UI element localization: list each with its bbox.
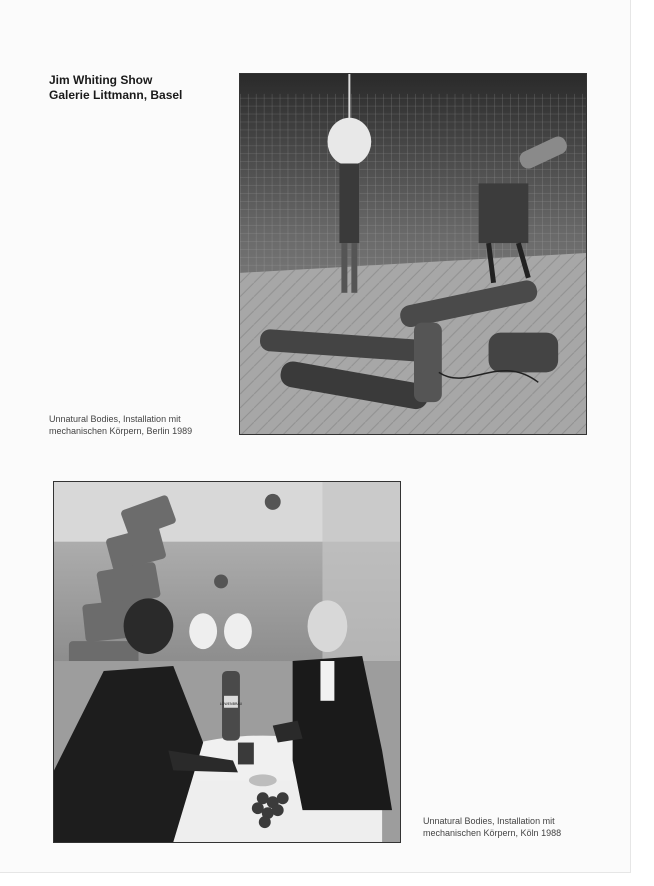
- page-heading: [49, 73, 182, 103]
- caption-berlin: [49, 413, 192, 437]
- heading-line-1: Jim Whiting Show: [49, 73, 153, 87]
- caption-berlin-line-1: Unnatural Bodies, Installation mit: [49, 414, 181, 424]
- heading-line-2: Galerie Littmann, Basel: [49, 88, 183, 102]
- photo-table-scene-koeln: [53, 481, 401, 843]
- caption-koeln: [423, 815, 561, 839]
- photo-mechanical-bodies-berlin: [239, 73, 587, 435]
- bottle-label: LÖWENBRÄU: [219, 701, 243, 706]
- caption-koeln-line-1: Unnatural Bodies, Installation mit: [423, 816, 555, 826]
- caption-koeln-line-2: mechanischen Körpern, Köln 1988: [423, 828, 562, 838]
- caption-berlin-line-2: mechanischen Körpern, Berlin 1989: [49, 426, 193, 436]
